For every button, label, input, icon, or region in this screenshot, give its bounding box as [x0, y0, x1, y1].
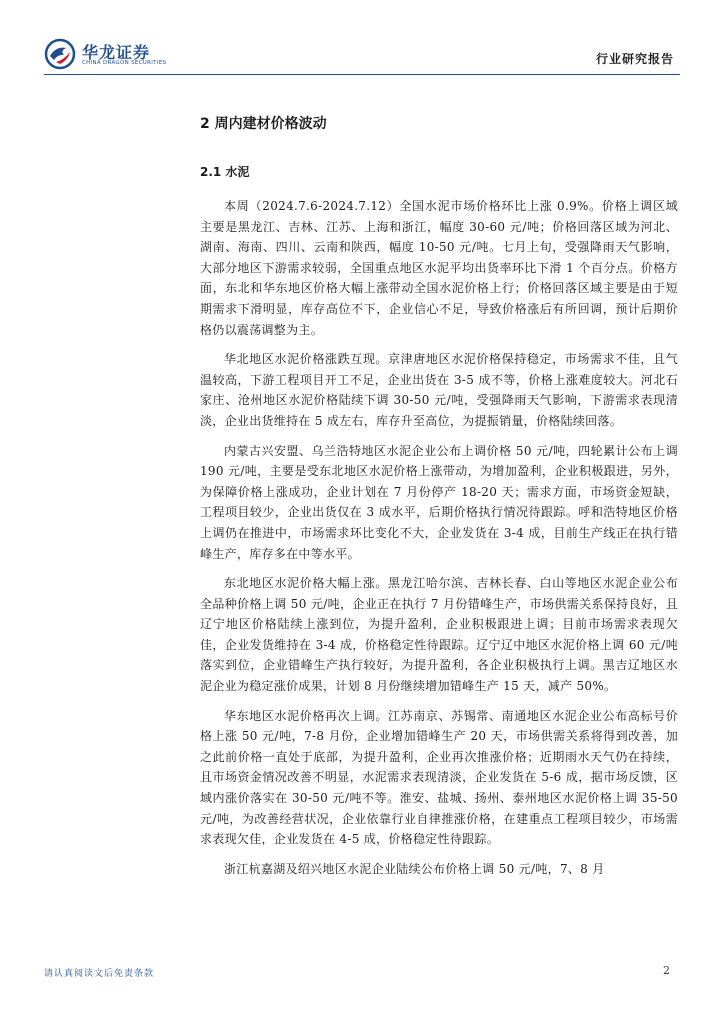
paragraph: 华北地区水泥价格涨跌互现。京津唐地区水泥价格保持稳定，市场需求不佳，且气温较高，下游工程项目开工不足，企业出货在 3-5 成不等，价格上涨难度较大。河北石家庄、沧州地区水泥价格陆续下调 30-50 元/吨，受强降雨天气影响，下游需求表现清淡，企业出货维持在 5 成左右，库存升至高位，为提振销量，价格陆续回落。	[200, 352, 678, 428]
logo-name-cn: 华龙证券	[82, 43, 151, 62]
company-logo	[44, 38, 167, 70]
subsection-title: 2.1 水泥	[200, 165, 250, 179]
disclaimer-note: 请认真阅读文后免责条款	[44, 969, 155, 979]
page-header	[0, 0, 724, 78]
report-type-label: 行业研究报告	[595, 52, 674, 66]
dragon-logo-icon	[44, 38, 76, 70]
paragraph: 本周（2024.7.6-2024.7.12）全国水泥市场价格环比上涨 0.9%。价格上调区域主要是黑龙江、吉林、江苏、上海和浙江，幅度 30-60 元/吨；价格回落区域为河北、湖南、海南、四川、云南和陕西，幅度 10-50 元/吨。七月上旬，受强降雨天气影响，大部分地区下游需求较弱，全国重点地区水泥平均出货率环比下滑 1 个百分点。价格方面，东北和华东地区价格大幅上涨带动全国水泥价格上行；价格回落区域主要是由于短期需求下滑明显，库存高位不下，企业信心不足，导致价格涨后有所回调，预计后期价格仍以震荡调整为主。	[200, 199, 678, 337]
page-number: 2	[663, 964, 670, 977]
paragraph: 浙江杭嘉湖及绍兴地区水泥企业陆续公布价格上调 50 元/吨，7、8 月	[224, 861, 605, 876]
logo-name-en: CHINA DRAGON SECURITIES	[82, 60, 167, 66]
section-title: 2 周内建材价格波动	[200, 116, 327, 132]
paragraph: 东北地区水泥价格大幅上涨。黑龙江哈尔滨、吉林长春、白山等地区水泥企业公布全品种价格上调 50 元/吨，企业正在执行 7 月份错峰生产，市场供需关系保持良好，且辽宁地区价格陆续上涨到位，为提升盈利，企业积极跟进上调；目前市场需求表现欠佳，企业发货维持在 3-4 成，价格稳定性待跟踪。辽宁辽中地区水泥价格上调 60 元/吨落实到位，企业错峰生产执行较好，为提升盈利，各企业积极执行上调。黑吉辽地区水泥企业为稳定涨价成果，计划 8 月份继续增加错峰生产 15 天，减产 50%。	[200, 576, 678, 694]
body-text	[200, 196, 678, 879]
paragraph: 华东地区水泥价格再次上调。江苏南京、苏锡常、南通地区水泥企业公布高标号价格上涨 50 元/吨，7-8 月份，企业增加错峰生产 20 天，市场供需关系将得到改善，加之此前价格一直处于底部，为提升盈利，企业再次推涨价格；近期雨水天气仍在持续，且市场资金情况改善不明显，水泥需求表现清淡，企业发货在 5-6 成，据市场反馈，区域内涨价落实在 30-50 元/吨不等。淮安、盐城、扬州、泰州地区水泥价格上调 35-50 元/吨，为改善经营状况，企业依靠行业自律推涨价格，在建重点工程项目较少，市场需求表现欠佳，企业发货在 4-5 成，价格稳定性待跟踪。	[200, 708, 678, 847]
header-divider	[44, 74, 680, 75]
main-content	[200, 112, 678, 888]
paragraph: 内蒙古兴安盟、乌兰浩特地区水泥企业公布上调价格 50 元/吨，四轮累计公布上调 190 元/吨，主要是受东北地区水泥价格上涨带动，为增加盈利，企业积极跟进，另外，为保障价格上涨成功，企业计划在 7 月份停产 18-20 天；需求方面，市场资金短缺，工程项目较少，企业出货仅在 3 成水平，后期价格执行情况待跟踪。呼和浩特地区价格上调仍在推进中，市场需求环比变化不大，企业发货在 3-4 成，目前生产线正在执行错峰生产，库存多在中等水平。	[200, 443, 678, 561]
